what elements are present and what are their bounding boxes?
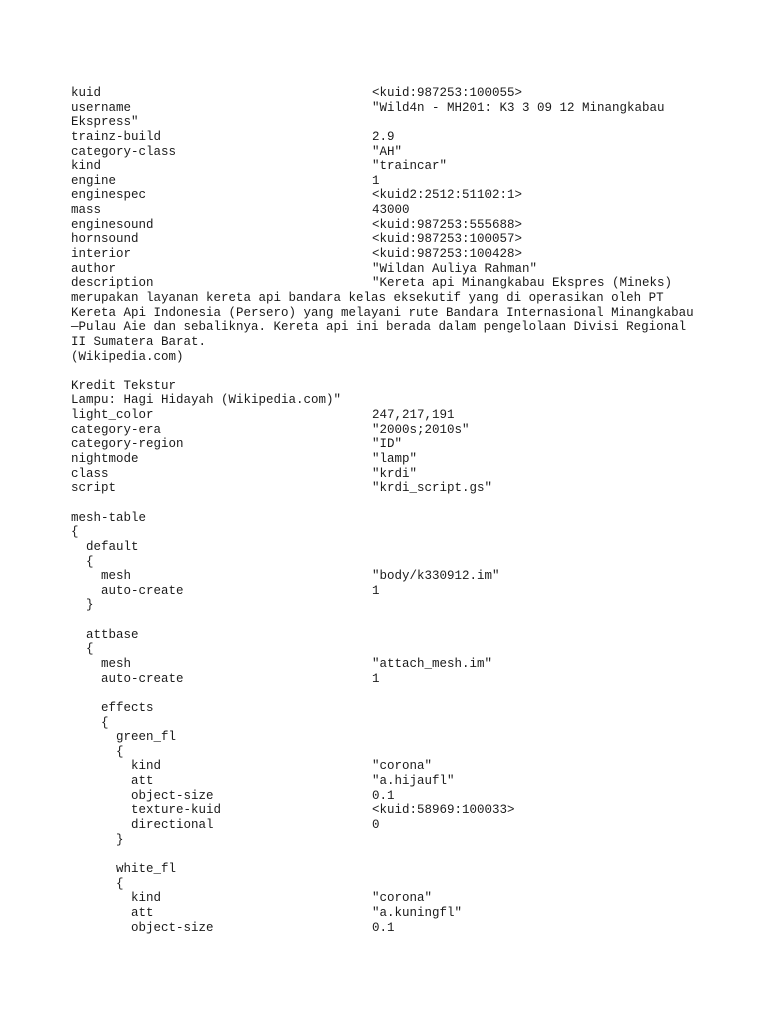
key-value-line — [71, 218, 711, 233]
blank-line — [71, 686, 711, 701]
key-value-line — [71, 203, 711, 218]
config-key: nightmode — [71, 452, 139, 467]
config-key: auto-create — [71, 583, 184, 598]
config-key: engine — [71, 173, 117, 188]
key-value-line — [71, 159, 711, 174]
line-text: attbase — [71, 627, 139, 642]
config-value: <kuid2:2512:51102:1> — [372, 188, 523, 203]
config-value: <kuid:987253:555688> — [372, 217, 523, 232]
line-text: Ekspress" — [71, 115, 139, 130]
config-key: kind — [71, 891, 162, 906]
config-value: "Wild4n - MH201: K3 3 09 12 Minangkabau — [372, 100, 665, 115]
key-value-line — [71, 423, 711, 438]
text-line — [71, 598, 711, 613]
config-key: mesh — [71, 656, 132, 671]
config-key: category-class — [71, 144, 177, 159]
key-value-line — [71, 452, 711, 467]
blank-line — [71, 613, 711, 628]
config-key: att — [71, 905, 154, 920]
config-key: auto-create — [71, 671, 184, 686]
config-value: "krdi" — [372, 466, 418, 481]
line-text: { — [71, 876, 124, 891]
config-key: author — [71, 261, 117, 276]
config-key: object-size — [71, 920, 214, 935]
key-value-line — [71, 188, 711, 203]
line-text: { — [71, 525, 79, 540]
config-key: light_color — [71, 408, 154, 423]
line-text: white_fl — [71, 861, 177, 876]
line-text: { — [71, 715, 109, 730]
key-value-line — [71, 232, 711, 247]
text-line — [71, 335, 711, 350]
key-value-line — [71, 569, 711, 584]
key-value-line — [71, 759, 711, 774]
text-line — [71, 555, 711, 570]
text-line — [71, 525, 711, 540]
line-text: II Sumatera Barat. — [71, 334, 207, 349]
key-value-line — [71, 921, 711, 936]
text-line — [71, 716, 711, 731]
config-value: 0.1 — [372, 788, 395, 803]
config-value: 1 — [372, 671, 380, 686]
text-line — [71, 291, 711, 306]
key-value-line — [71, 145, 711, 160]
config-value: "attach_mesh.im" — [372, 656, 493, 671]
key-value-line — [71, 467, 711, 482]
text-line — [71, 320, 711, 335]
config-document — [71, 86, 711, 935]
line-text: Lampu: Hagi Hidayah (Wikipedia.com)" — [71, 393, 342, 408]
config-value: <kuid:987253:100428> — [372, 247, 523, 262]
key-value-line — [71, 481, 711, 496]
blank-line — [71, 364, 711, 379]
key-value-line — [71, 789, 711, 804]
text-line — [71, 833, 711, 848]
config-key: kind — [71, 159, 102, 174]
config-key: directional — [71, 818, 214, 833]
config-value: "corona" — [372, 891, 433, 906]
text-line — [71, 745, 711, 760]
line-text: } — [71, 832, 124, 847]
key-value-line — [71, 803, 711, 818]
text-line — [71, 540, 711, 555]
line-text: { — [71, 744, 124, 759]
key-value-line — [71, 262, 711, 277]
line-text: mesh-table — [71, 510, 147, 525]
config-value: 247,217,191 — [372, 408, 455, 423]
line-text: merupakan layanan kereta api bandara kelas eksekutif yang di operasikan oleh PT — [71, 290, 664, 305]
line-text: { — [71, 642, 94, 657]
config-value: <kuid:987253:100057> — [372, 232, 523, 247]
text-line — [71, 350, 711, 365]
config-value: "body/k330912.im" — [372, 569, 500, 584]
line-text: } — [71, 598, 94, 613]
key-value-line — [71, 437, 711, 452]
text-line — [71, 306, 711, 321]
config-value: 0.1 — [372, 920, 395, 935]
text-line — [71, 379, 711, 394]
config-value: "traincar" — [372, 159, 448, 174]
line-text: effects — [71, 700, 154, 715]
config-key: hornsound — [71, 232, 139, 247]
config-key: mass — [71, 203, 102, 218]
config-key: category-region — [71, 437, 184, 452]
key-value-line — [71, 408, 711, 423]
config-value: "a.hijaufl" — [372, 774, 455, 789]
config-key: kind — [71, 759, 162, 774]
blank-line — [71, 496, 711, 511]
config-value: "Wildan Auliya Rahman" — [372, 261, 538, 276]
key-value-line — [71, 818, 711, 833]
config-key: category-era — [71, 422, 162, 437]
config-value: "lamp" — [372, 452, 418, 467]
key-value-line — [71, 130, 711, 145]
line-text: { — [71, 554, 94, 569]
config-value: "ID" — [372, 437, 403, 452]
config-value: "Kereta api Minangkabau Ekspres (Mineks) — [372, 276, 673, 291]
text-line — [71, 730, 711, 745]
config-key: class — [71, 466, 109, 481]
key-value-line — [71, 672, 711, 687]
key-value-line — [71, 891, 711, 906]
line-text: Kredit Tekstur — [71, 378, 177, 393]
key-value-line — [71, 86, 711, 101]
config-key: interior — [71, 247, 132, 262]
config-value: <kuid:58969:100033> — [372, 803, 515, 818]
text-line — [71, 877, 711, 892]
config-value: <kuid:987253:100055> — [372, 86, 523, 100]
line-text: Kereta Api Indonesia (Persero) yang melayani rute Bandara Internasional Minangkabau — [71, 305, 694, 320]
config-value: 43000 — [372, 203, 410, 218]
text-line — [71, 628, 711, 643]
config-value: "krdi_script.gs" — [372, 481, 493, 496]
config-key: kuid — [71, 86, 102, 100]
line-text: green_fl — [71, 730, 177, 745]
config-value: 2.9 — [372, 129, 395, 144]
blank-line — [71, 847, 711, 862]
config-key: description — [71, 276, 154, 291]
config-value: 0 — [372, 818, 380, 833]
config-value: "AH" — [372, 144, 403, 159]
config-key: script — [71, 481, 117, 496]
text-line — [71, 701, 711, 716]
line-text: (Wikipedia.com) — [71, 349, 184, 364]
config-key: att — [71, 774, 154, 789]
key-value-line — [71, 657, 711, 672]
text-line — [71, 862, 711, 877]
key-value-line — [71, 247, 711, 262]
line-text: —Pulau Aie dan sebaliknya. Kereta api ini berada dalam pengelolaan Divisi Regional — [71, 320, 687, 335]
config-key: username — [71, 100, 132, 115]
config-key: texture-kuid — [71, 803, 222, 818]
text-line — [71, 642, 711, 657]
config-value: "a.kuningfl" — [372, 905, 463, 920]
text-line — [71, 115, 711, 130]
key-value-line — [71, 101, 711, 116]
key-value-line — [71, 906, 711, 921]
text-line — [71, 393, 711, 408]
config-key: enginesound — [71, 217, 154, 232]
config-value: 1 — [372, 173, 380, 188]
config-value: 1 — [372, 583, 380, 598]
key-value-line — [71, 584, 711, 599]
key-value-line — [71, 276, 711, 291]
config-value: "corona" — [372, 759, 433, 774]
key-value-line — [71, 174, 711, 189]
config-value: "2000s;2010s" — [372, 422, 470, 437]
config-key: mesh — [71, 569, 132, 584]
config-key: object-size — [71, 788, 214, 803]
line-text: default — [71, 539, 139, 554]
config-key: enginespec — [71, 188, 147, 203]
text-line — [71, 511, 711, 526]
key-value-line — [71, 774, 711, 789]
config-key: trainz-build — [71, 129, 162, 144]
